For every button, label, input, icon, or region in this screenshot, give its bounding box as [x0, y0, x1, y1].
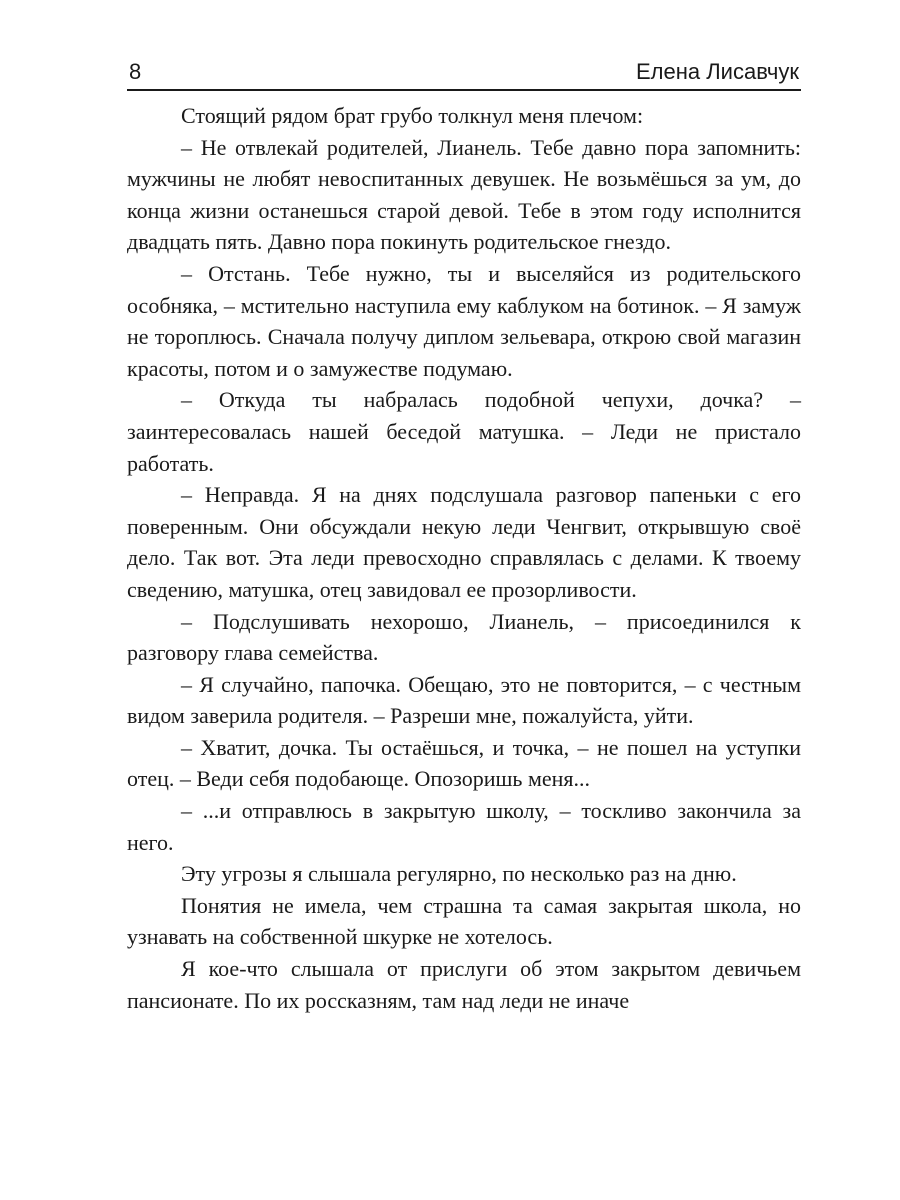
paragraph: – Отстань. Тебе нужно, ты и выселяйся из родительского особняка, – мстительно наступила ему каблуком на ботинок. – Я замуж не тороплюсь. Сначала получу диплом зельевара, открою свой магазин красоты, потом и о замужестве подумаю.	[127, 260, 801, 381]
paragraph: – Откуда ты набралась подобной чепухи, дочка? – заинтересовалась нашей беседой матушка. – Леди не пристало работать.	[127, 387, 801, 476]
paragraph: Понятия не имела, чем страшна та самая закрытая школа, но узнавать на собственной шкурке не хотелось.	[127, 892, 801, 950]
page-header	[127, 56, 801, 92]
paragraph: – ...и отправлюсь в закрытую школу, – тоскливо закончила за него.	[127, 798, 801, 855]
page-number: 8	[129, 59, 142, 84]
paragraph: Стоящий рядом брат грубо толкнул меня плечом:	[181, 103, 644, 128]
running-head-author: Елена Лисавчук	[636, 59, 799, 84]
body-text	[127, 100, 801, 1016]
paragraph: – Я случайно, папочка. Обещаю, это не повторится, – с честным видом заверила родителя. – Разреши мне, пожалуйста, уйти.	[127, 671, 801, 729]
paragraph: – Неправда. Я на днях подслушала разговор папеньки с его поверенным. Они обсуждали некую леди Ченгвит, открывшую своё дело. Так вот. Эта леди превосходно справлялась с делами. К твоему сведению, матушка, отец завидовал ее прозорливости.	[127, 482, 801, 602]
paragraph: Эту угрозы я слышала регулярно, по несколько раз на дню.	[181, 861, 737, 887]
paragraph: – Подслушивать нехорошо, Лианель, – присоединился к разговору глава семейства.	[127, 608, 801, 666]
paragraph: Я кое-что слышала от прислуги об этом закрытом девичьем пансионате. По их россказням, там над леди не иначе	[127, 956, 801, 1013]
paragraph: – Не отвлекай родителей, Лианель. Тебе давно пора запомнить: мужчины не любят невоспитанных девушек. Не возьмёшься за ум, до конца жизни останешься старой девой. Тебе в этом году исполнится двадцать пять. Давно пора покинуть родительское гнездо.	[127, 134, 801, 255]
paragraph: – Хватит, дочка. Ты остаёшься, и точка, – не пошел на уступки отец. – Веди себя подобающе. Опозоришь меня...	[127, 734, 801, 792]
header-rule	[127, 89, 801, 91]
